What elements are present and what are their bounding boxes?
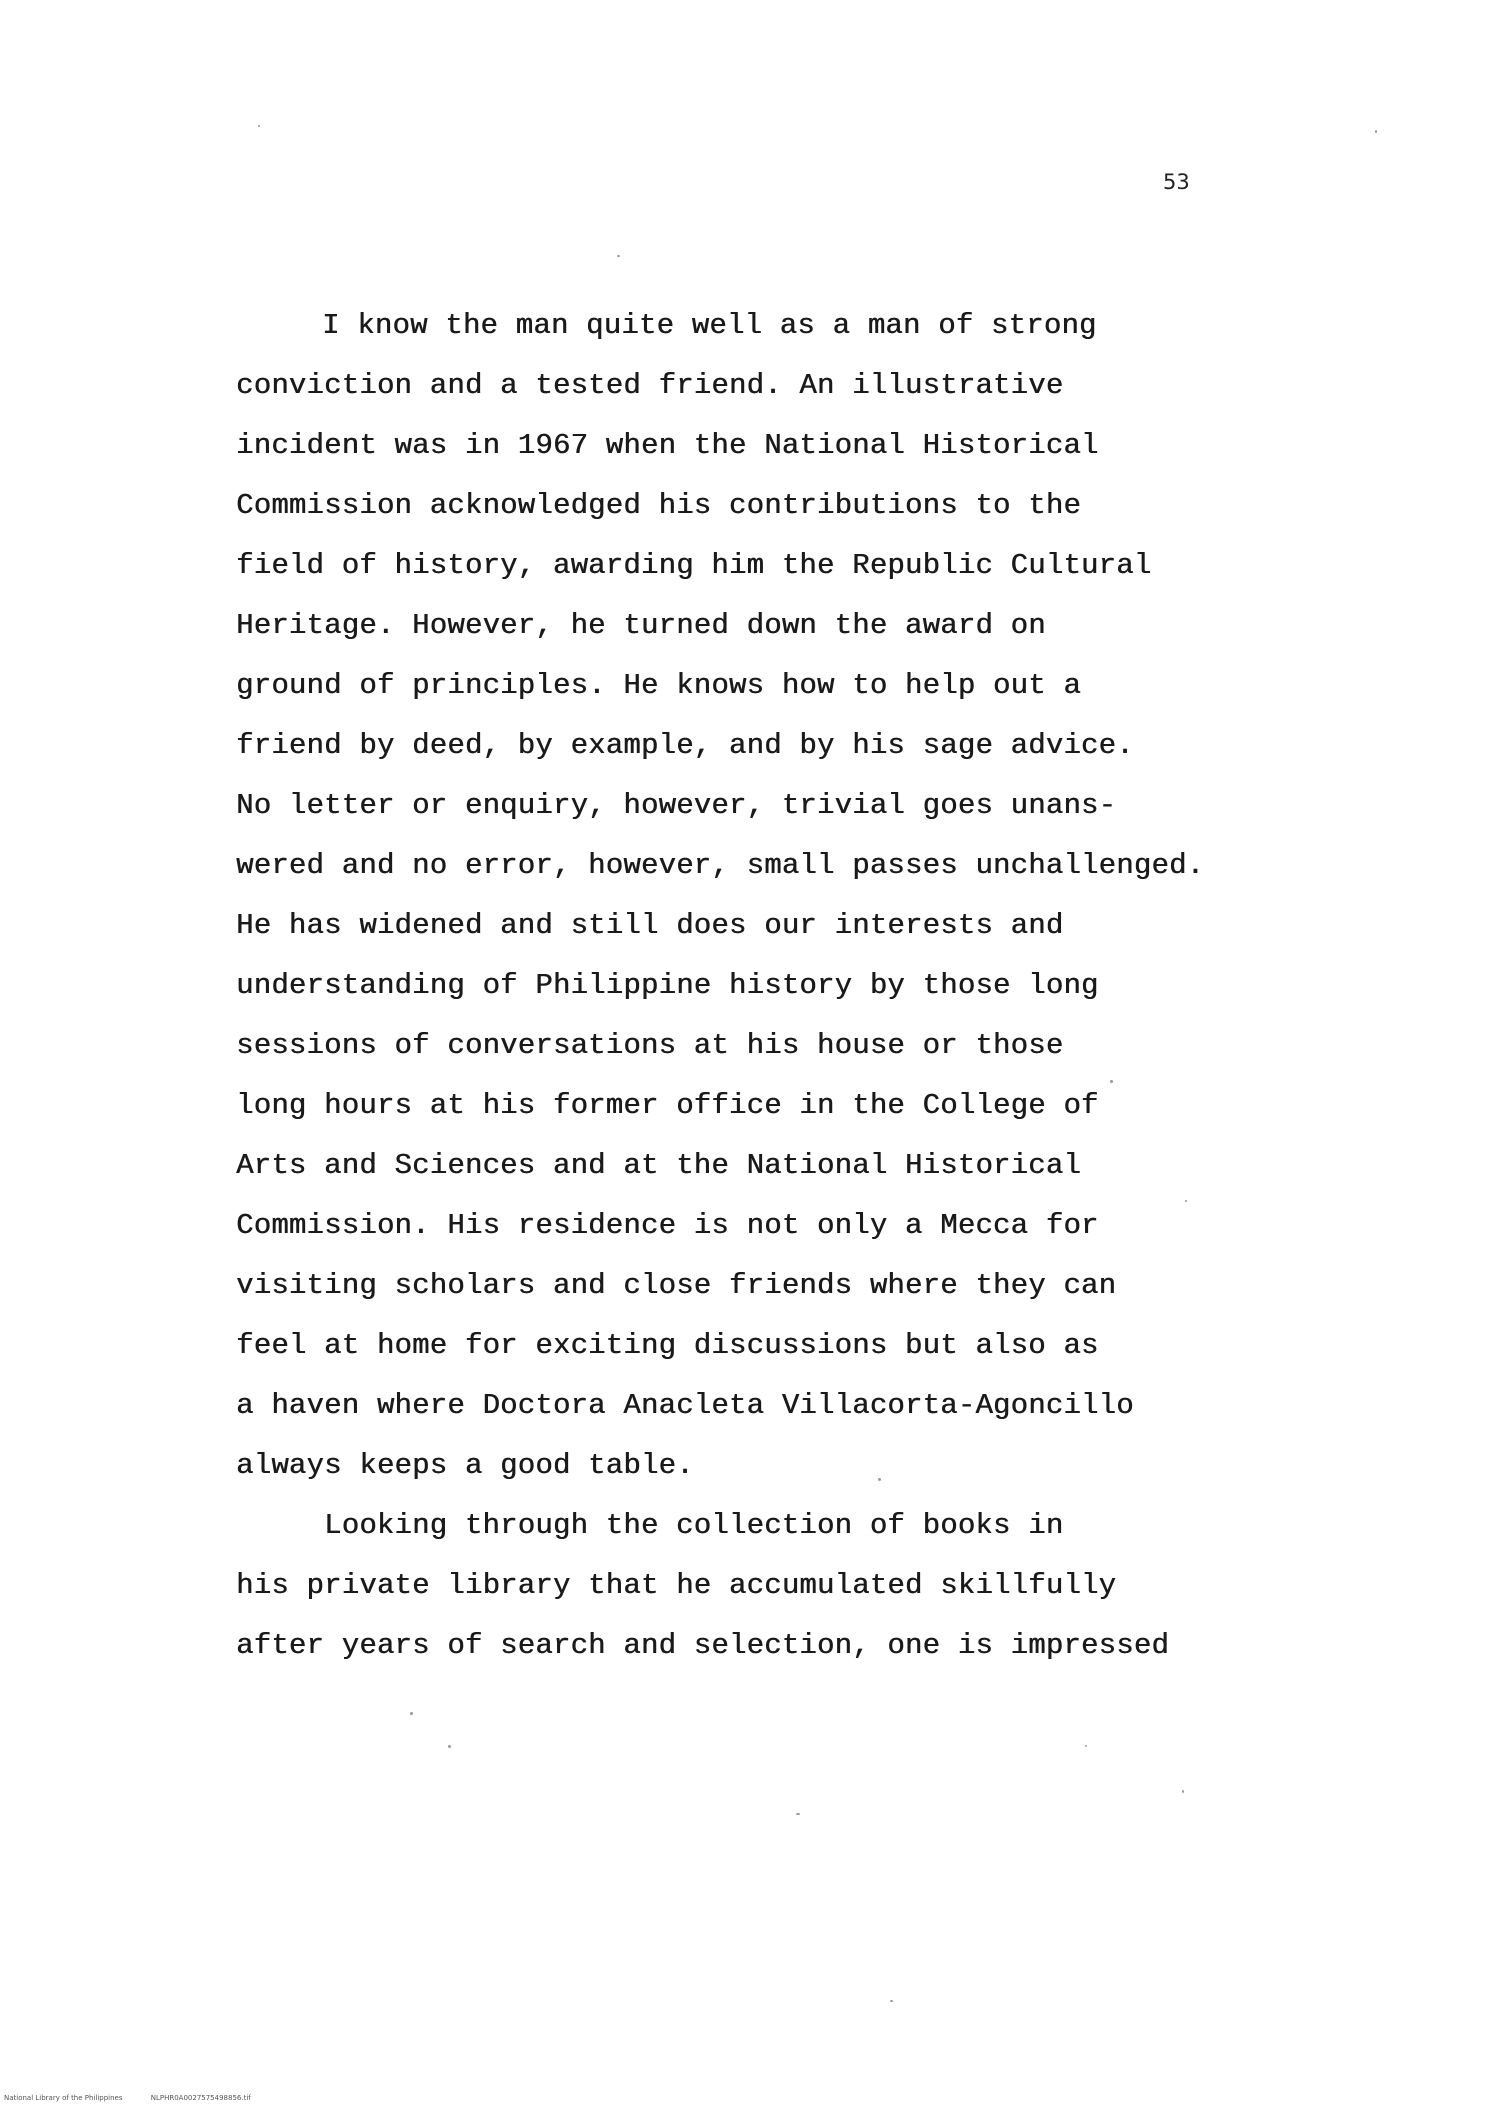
scan-speck <box>796 1813 800 1815</box>
footer-source: National Library of the Philippines <box>4 2094 123 2102</box>
text-line: conviction and a tested friend. An illustrative <box>236 369 1064 402</box>
scan-speck <box>1182 1790 1184 1793</box>
scan-speck <box>410 1712 413 1715</box>
scan-speck <box>878 1478 881 1481</box>
text-line: long hours at his former office in the College of <box>236 1089 1099 1122</box>
scan-speck <box>890 2000 893 2002</box>
scan-speck <box>1110 1080 1113 1083</box>
footer-filename: NLPHR0A0027575498856.tif <box>150 2094 251 2102</box>
page-number: 53 <box>1163 170 1190 194</box>
text-line: sessions of conversations at his house or those <box>236 1029 1064 1062</box>
text-line: a haven where Doctora Anacleta Villacorta-Agoncillo <box>236 1389 1134 1422</box>
text-line: always keeps a good table. <box>236 1449 694 1482</box>
text-line: after years of search and selection, one is impressed <box>236 1629 1169 1662</box>
text-line: Commission acknowledged his contributions to the <box>236 489 1081 522</box>
text-line: friend by deed, by example, and by his sage advice. <box>236 729 1134 762</box>
text-line: understanding of Philippine history by those long <box>236 969 1099 1002</box>
text-line: No letter or enquiry, however, trivial goes unans- <box>236 789 1117 822</box>
text-line: incident was in 1967 when the National Historical <box>236 429 1099 462</box>
scan-speck <box>258 125 260 127</box>
text-line: visiting scholars and close friends where they can <box>236 1269 1117 1302</box>
text-line: He has widened and still does our interests and <box>236 909 1064 942</box>
text-line: Commission. His residence is not only a Mecca for <box>236 1209 1099 1242</box>
scan-speck <box>448 1745 451 1748</box>
text-line: Looking through the collection of books in <box>324 1509 1064 1542</box>
text-line: wered and no error, however, small passes unchallenged. <box>236 849 1205 882</box>
scan-speck <box>617 255 620 257</box>
scan-footer <box>4 2094 277 2102</box>
text-line: Arts and Sciences and at the National Historical <box>236 1149 1081 1182</box>
text-line: feel at home for exciting discussions but also as <box>236 1329 1099 1362</box>
document-body <box>236 296 1276 1676</box>
text-line: his private library that he accumulated skillfully <box>236 1569 1117 1602</box>
text-line: I know the man quite well as a man of strong <box>322 309 1097 342</box>
text-line: field of history, awarding him the Republic Cultural <box>236 549 1152 582</box>
scan-speck <box>1375 130 1377 133</box>
text-line: ground of principles. He knows how to help out a <box>236 669 1081 702</box>
text-line: Heritage. However, he turned down the award on <box>236 609 1046 642</box>
scan-speck <box>1185 1200 1187 1202</box>
scan-speck <box>1085 1745 1087 1747</box>
